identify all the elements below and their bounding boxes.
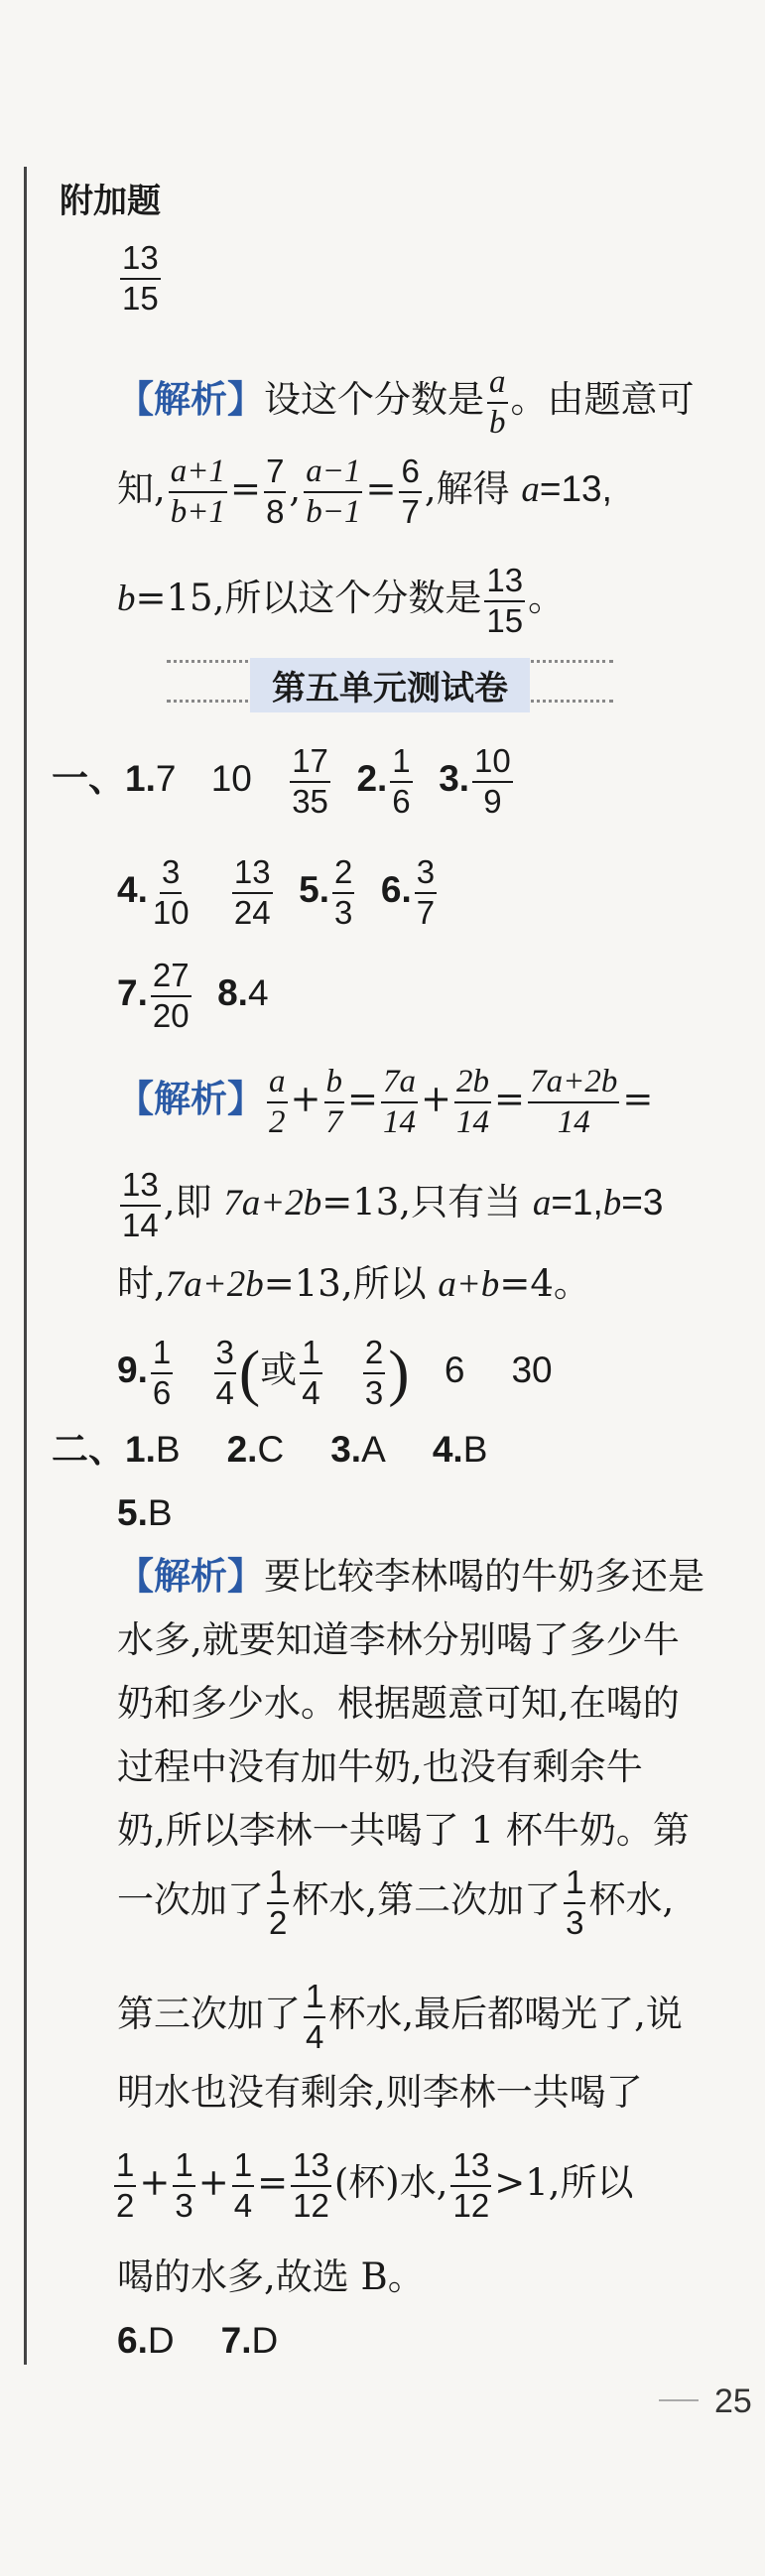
fraction: $\frac{7a}{14}$ [383,1064,417,1140]
part1-analysis-line-1: 【解析】 $\frac{a}{2}$ + $\frac{b}{7}$ = $\frac{7a}{14}$ + $\frac{2b}{14}$ = $\frac{7a+2b}{14}$ = [117,1064,654,1140]
page-number: 25 [714,2383,752,2420]
fraction: $\frac{3}{4}$ [215,1334,234,1411]
fraction: $\frac{1}{3}$ [175,2146,193,2224]
fraction: $\frac{3}{10}$ [152,853,190,931]
fraction: $\frac{7a+2b}{14}$ [530,1064,618,1140]
part1-line-3: 7. $\frac{27}{20}$ 8.4 [117,957,269,1034]
fraction: $\frac{1}{6}$ [392,742,411,820]
analysis-tag: 【解析】 [117,1078,264,1121]
analysis-tag: 【解析】 [117,378,264,422]
appendix-analysis-line-2: 知, $\frac{a+1}{b+1}$ = $\frac{7}{8}$ , $\frac{a-1}{b-1}$ = $\frac{6}{7}$ ,解得 a=13, [117,452,612,530]
part2-analysis-line-6: 一次加了 $\frac{1}{2}$ 杯水,第二次加了 $\frac{1}{3}$ 杯水, [117,1864,675,1941]
appendix-analysis-line-3: b=15,所以这个分数是 $\frac{13}{15}$ 。 [117,562,566,639]
fraction: $\frac{a+1}{b+1}$ [170,453,226,530]
fraction: $\frac{27}{20}$ [152,957,190,1034]
fraction: $\frac{1}{2}$ [116,2146,135,2224]
part2-analysis-line-4: 过程中没有加牛奶,也没有剩余牛 [117,1745,643,1788]
part2-analysis-line-8: 明水也没有剩余,则李林一共喝了 [117,2071,643,2114]
fraction: $\frac{1}{4}$ [233,2146,253,2224]
part2-analysis-line-5: 奶,所以李林一共喝了 1 杯牛奶。第 [117,1809,690,1852]
part2-analysis-line-9: $\frac{1}{2}$ + $\frac{1}{3}$ + $\frac{1}{4}$ = $\frac{13}{12}$ (杯)水, $\frac{13}{12}$ >1,所以 [116,2146,634,2224]
fraction: $\frac{1}{4}$ [302,1334,320,1411]
fraction: $\frac{13}{12}$ [452,2146,490,2224]
fraction: $\frac{6}{7}$ [401,452,420,530]
part1-line-2: 4. $\frac{3}{10}$ $\frac{13}{24}$ 5. $\frac{2}{3}$ 6. $\frac{3}{7}$ [117,853,436,931]
left-margin-rule [24,167,27,2365]
fraction: $\frac{17}{35}$ [292,742,328,820]
fraction: $\frac{1}{2}$ [269,1864,288,1941]
part1-line-q9: 9. $\frac{1}{6}$ $\frac{3}{4}$ (或 $\frac{1}{4}$ $\frac{2}{3}$ ) 6 30 [117,1334,553,1411]
part2-analysis-line-3: 奶和多少水。根据题意可知,在喝的 [117,1682,680,1725]
fraction: $\frac{1}{3}$ [566,1864,584,1941]
fraction: $\frac{2b}{14}$ [456,1064,490,1140]
fraction: $\frac{2}{3}$ [333,853,353,931]
appendix-answer [117,241,164,316]
part1-analysis-line-2: $\frac{13}{14}$ ,即 7a+2b=13,只有当 a=1,b=3 [122,1166,664,1243]
fraction: $\frac{3}{7}$ [416,853,436,931]
fraction: $\frac{2}{3}$ [364,1334,384,1411]
part2-line-2: 5.B [117,1492,173,1533]
fraction: $\frac{13}{14}$ [122,1166,159,1243]
part2-analysis-line-2: 水多,就要知道李林分别喝了多少牛 [117,1618,680,1661]
fraction: $\frac{13}{15}$ [122,239,159,317]
fraction: $\frac{a}{b}$ [489,364,506,441]
fraction: $\frac{13}{15}$ [486,562,524,639]
fraction: $\frac{b}{7}$ [325,1064,343,1140]
appendix-title: 附加题 [60,182,161,221]
fraction: $\frac{a}{2}$ [269,1064,286,1140]
part2-analysis-line-7: 第三次加了 $\frac{1}{4}$ 杯水,最后都喝光了,说 [117,1978,683,2055]
part1-analysis-line-3: 时,7a+2b=13,所以 a+b=4。 [117,1262,590,1305]
section-banner [167,658,613,708]
fraction: $\frac{1}{6}$ [152,1334,172,1411]
fraction: $\frac{10}{9}$ [474,742,511,820]
part1-line-1: 一、1.7 10 $\frac{17}{35}$ 2. $\frac{1}{6}$ 3. $\frac{10}{9}$ [52,742,511,820]
part2-analysis-line-10: 喝的水多,故选 B。 [117,2255,425,2298]
appendix-analysis-line-1: 【解析】设这个分数是 $\frac{a}{b}$ 。由题意可 [117,364,695,441]
analysis-tag: 【解析】 [117,1555,264,1598]
part2-line-last: 6.D 7.D [117,2320,279,2361]
footer-dash [659,2399,699,2401]
fraction: $\frac{a-1}{b-1}$ [306,453,361,530]
part2-analysis-line-1: 【解析】要比较李林喝的牛奶多还是 [117,1555,704,1598]
fraction: $\frac{7}{8}$ [266,452,285,530]
fraction: $\frac{1}{4}$ [306,1978,324,2055]
fraction: $\frac{13}{24}$ [233,853,271,931]
fraction: $\frac{13}{12}$ [293,2146,329,2224]
section-title: 第五单元测试卷 [250,658,530,712]
part2-line-1: 二、1.B 2.C 3.A 4.B [52,1428,488,1471]
